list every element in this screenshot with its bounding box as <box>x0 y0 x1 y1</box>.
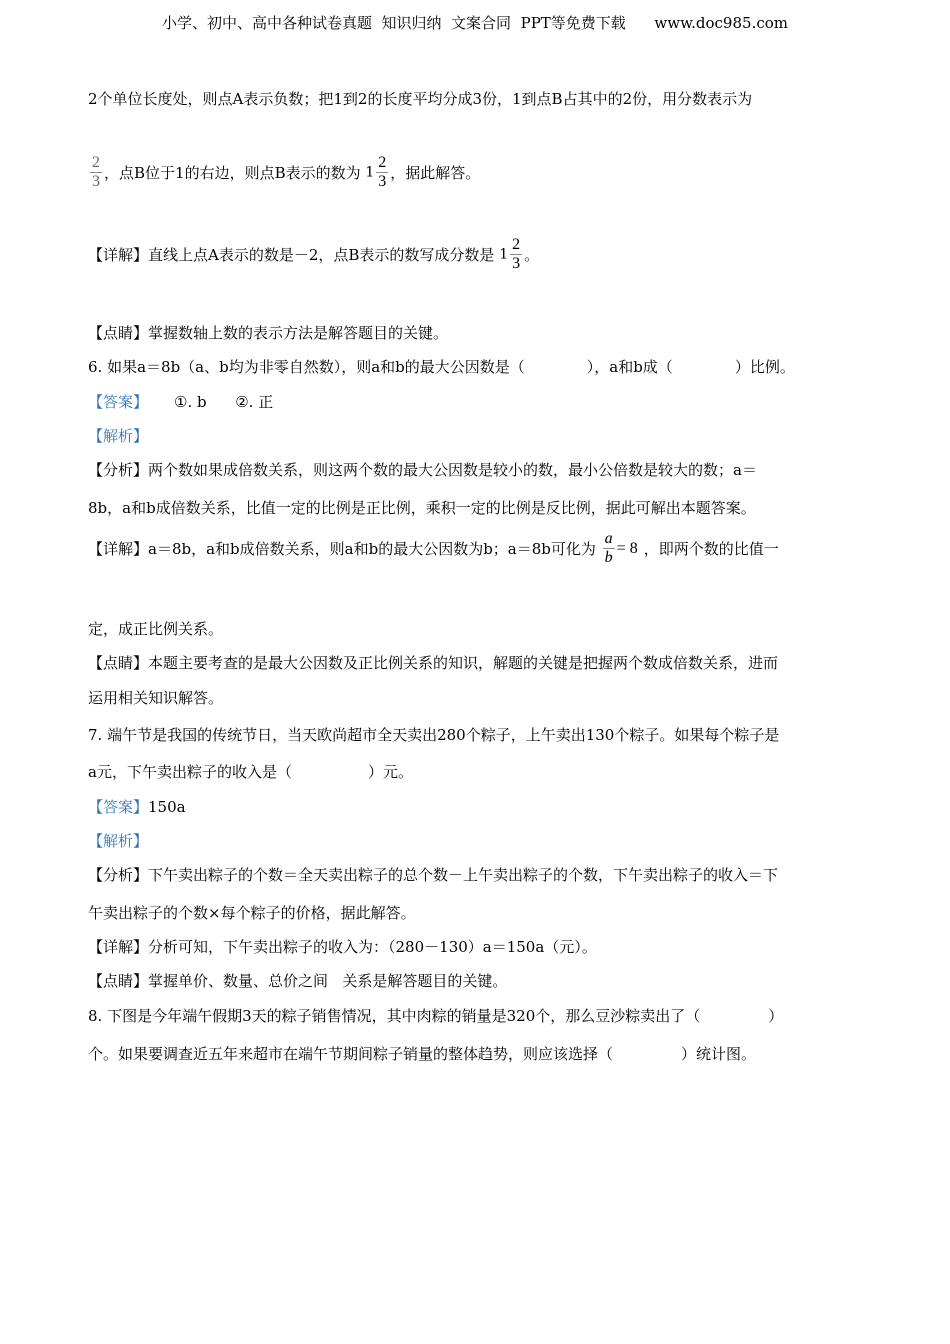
q6-analysis-tag: 【解析】 <box>88 427 149 445</box>
detail-tag: 【详解】 <box>88 246 149 264</box>
q8-question-line-2: 个。如果要调查近五年来超市在端午节期间粽子销量的整体趋势，则应该选择（ ）统计图。 <box>88 1045 757 1063</box>
q6-detail-line-1: 【详解】a＝8b，a和b成倍数关系，则a和b的最大公因数为b；a＝8b可化为 $\frac{a}{b}$ = 8 ，即两个数的比值一 <box>88 530 779 566</box>
q7-analysis-tag: 【解析】 <box>88 832 149 850</box>
q6-tip-line-1: 【点睛】本题主要考查的是最大公因数及正比例关系的知识，解题的关键是把握两个数成倍数关系，进而 <box>88 654 779 672</box>
q6-tip-line-2: 运用相关知识解答。 <box>88 689 224 707</box>
q7-detail: 【详解】分析可知，下午卖出粽子的收入为：（280－130）a＝150a（元）。 <box>88 938 597 956</box>
s5-tip: 【点睛】掌握数轴上数的表示方法是解答题目的关键。 <box>88 324 449 342</box>
s5-detail: 【详解】直线上点A表示的数是－2，点B表示的数写成分数是 1 $\frac{2}{3}$ 。 <box>88 236 540 272</box>
answer-tag: 【答案】 <box>88 798 149 816</box>
q7-question-line-1: 7. 端午节是我国的传统节日，当天欧尚超市全天卖出280个粽子，上午卖出130个粽子。如果每个粽子是 <box>88 726 780 744</box>
q6-answer: 【答案】 ①. b ②. 正 <box>88 393 274 411</box>
q7-answer: 【答案】150a <box>88 798 186 816</box>
q6-fenxi-line-2: 8b，a和b成倍数关系，比值一定的比例是正比例，乘积一定的比例是反比例，据此可解出本题答案。 <box>88 499 756 517</box>
answer-tag: 【答案】 <box>88 393 149 411</box>
s5-analysis-line-2: $\frac{2}{3}$ ，点B位于1的右边，则点B表示的数为 1 $\frac{2}{3}$ ，据此解答。 <box>92 154 481 190</box>
s5-analysis-line-1: 2个单位长度处，则点A表示负数；把1到2的长度平均分成3份，1到点B占其中的2份，用分数表示为 <box>88 90 753 108</box>
q6-detail-line-2: 定，成正比例关系。 <box>88 620 224 638</box>
q6-fenxi-line-1: 【分析】两个数如果成倍数关系，则这两个数的最大公因数是较小的数，最小公倍数是较大的数；a＝ <box>88 461 757 479</box>
q7-fenxi-line-2: 午卖出粽子的个数×每个粽子的价格，据此解答。 <box>88 904 416 922</box>
q7-fenxi-line-1: 【分析】下午卖出粽子的个数＝全天卖出粽子的总个数－上午卖出粽子的个数，下午卖出粽子的收入＝下 <box>88 866 779 884</box>
q8-question-line-1: 8. 下图是今年端午假期3天的粽子销售情况，其中肉粽的销量是320个，那么豆沙粽卖出了（ ） <box>88 1007 784 1025</box>
q7-tip: 【点睛】掌握单价、数量、总价之间 关系是解答题目的关键。 <box>88 972 508 990</box>
fraction-a-over-b: $\frac{a}{b}$ <box>604 530 613 566</box>
q6-question: 6. 如果a＝8b（a、b均为非零自然数），则a和b的最大公因数是（ ），a和b成（ ）比例。 <box>88 358 795 376</box>
tip-tag: 【点睛】 <box>88 324 149 342</box>
mixed-number-fraction: $\frac{2}{3}$ <box>512 236 521 272</box>
fraction-two-thirds: $\frac{2}{3}$ <box>92 154 100 190</box>
page-header: 小学、初中、高中各种试卷真题 知识归纳 文案合同 PPT等免费下载 www.doc985.com <box>161 14 788 32</box>
q7-question-line-2: a元，下午卖出粽子的收入是（ ）元。 <box>88 763 413 781</box>
mixed-number-fraction: $\frac{2}{3}$ <box>378 154 387 190</box>
